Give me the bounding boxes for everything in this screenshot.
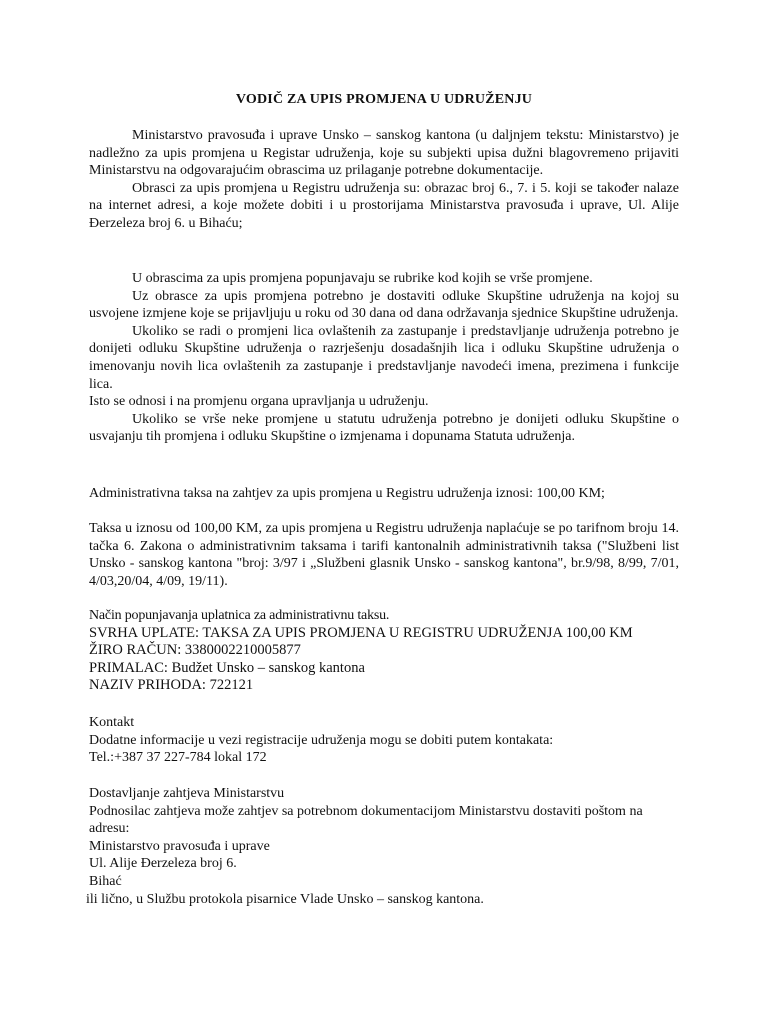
rule-paragraph-5: Ukoliko se vrše neke promjene u statutu udruženja potrebno je donijeti odluku Skupštine o usvajanju tih promjena i odluku Skupštine o izmjenama i dopunama Statuta udruženja. [89,411,679,445]
submission-heading: Dostavljanje zahtjeva Ministarstvu [89,786,285,801]
contact-info-text: Dodatne informacije u vezi registracije udruženja mogu se dobiti putem kontakata: [89,732,554,748]
contact-section [89,714,679,767]
fee-basis-text: Taksa u iznosu od 100,00 KM, za upis promjena u Registru udruženja naplaćuje se po tarifnom broju 14. tačka 6. Zakona o administrativnim taksama i tarifi kantonalnih administrativnih taksa ("Službeni list Unsko - sanskog kantona "broj: 3/97 i „Službeni glasnik Unsko - sanskog kantona", br.9/98, 8/99, 7/01, 4/03,20/04, 4/09, 19/11). [89,521,679,589]
rule-paragraph-4: Isto se odnosi i na promjenu organa upravljanja u udruženju. [89,394,429,410]
intro-paragraph-2: Obrasci za upis promjena u Registru udruženja su: obrazac broj 6., 7. i 5. koji se također nalaze na internet adresi, a koje možete dobiti i u prostorijama Ministarstva pravosuđa i uprave, Ul. Alije Đerzeleza broj 6. u Bihaću; [89,180,679,231]
payment-heading: Način popunjavanja uplatnica za administrativnu taksu. [89,608,390,623]
contact-heading: Kontakt [89,715,135,730]
payment-purpose: SVRHA UPLATE: TAKSA ZA UPIS PROMJENA U REGISTRU UDRUŽENJA 100,00 KM [89,624,633,641]
submission-closing: ili lično, u Službu protokola pisarnice Vlade Unsko – sanskog kantona. [86,892,484,907]
rule-paragraph-1: U obrascima za upis promjena popunjavaju se rubrike kod kojih se vrše promjene. [132,271,593,286]
intro-paragraph-1: Ministarstvo pravosuđa i uprave Unsko – sanskog kantona (u daljnjem tekstu: Ministarstvo) je nadležno za upis promjena u Registar udruženja, koje su subjekti upisa dužni blagovremeno prijaviti Ministarstvu na odgovarajućim obrascima uz prilaganje potrebne dokumentacije. [89,128,679,179]
intro-section [89,127,679,233]
submission-text: Podnosilac zahtjeva može zahtjev sa potrebnom dokumentacijom Ministarstvu dostaviti poštom na adresu: [89,803,643,837]
rule-paragraph-2: Uz obrasce za upis promjena potrebno je dostaviti odluke Skupštine udruženja na kojoj su usvojene izmjene koje se prijavljuju u roku od 30 dana od dana održavanja sjednice Skupštine udruženja. [89,288,679,322]
rule-paragraph-3: Ukoliko se radi o promjeni lica ovlaštenih za zastupanje i predstavljanje udruženja potrebno je donijeti odluku Skupštine udruženja o razrješenju dosadašnjih lica i odluku Skupštine udruženja o imenovanju novih lica ovlaštenih za zastupanje i predstavljanje navodeći imena, prezimena i funkcije lica. [89,323,679,392]
payment-account: ŽIRO RAČUN: 3380002210005877 [89,642,301,659]
closing-section [86,891,676,909]
payment-recipient: PRIMALAC: Budžet Unsko – sanskog kantona [89,659,365,676]
address-line-1: Ministarstvo pravosuđa i uprave [89,838,270,854]
fee-section [89,485,679,503]
payment-revenue-code: NAZIV PRIHODA: 722121 [89,677,254,694]
fee-basis-section [89,520,679,590]
contact-phone: Tel.:+387 37 227-784 lokal 172 [89,750,267,766]
document-title: VODIČ ZA UPIS PROMJENA U UDRUŽENJU [235,92,533,107]
rules-section [89,270,679,446]
address-line-3: Bihać [89,873,122,889]
payment-section [89,607,679,695]
fee-amount-text: Administrativna taksa na zahtjev za upis promjena u Registru udruženja iznosi: 100,00 KM; [89,486,605,501]
address-line-2: Ul. Alije Đerzeleza broj 6. [89,856,237,872]
submission-section [89,785,679,891]
